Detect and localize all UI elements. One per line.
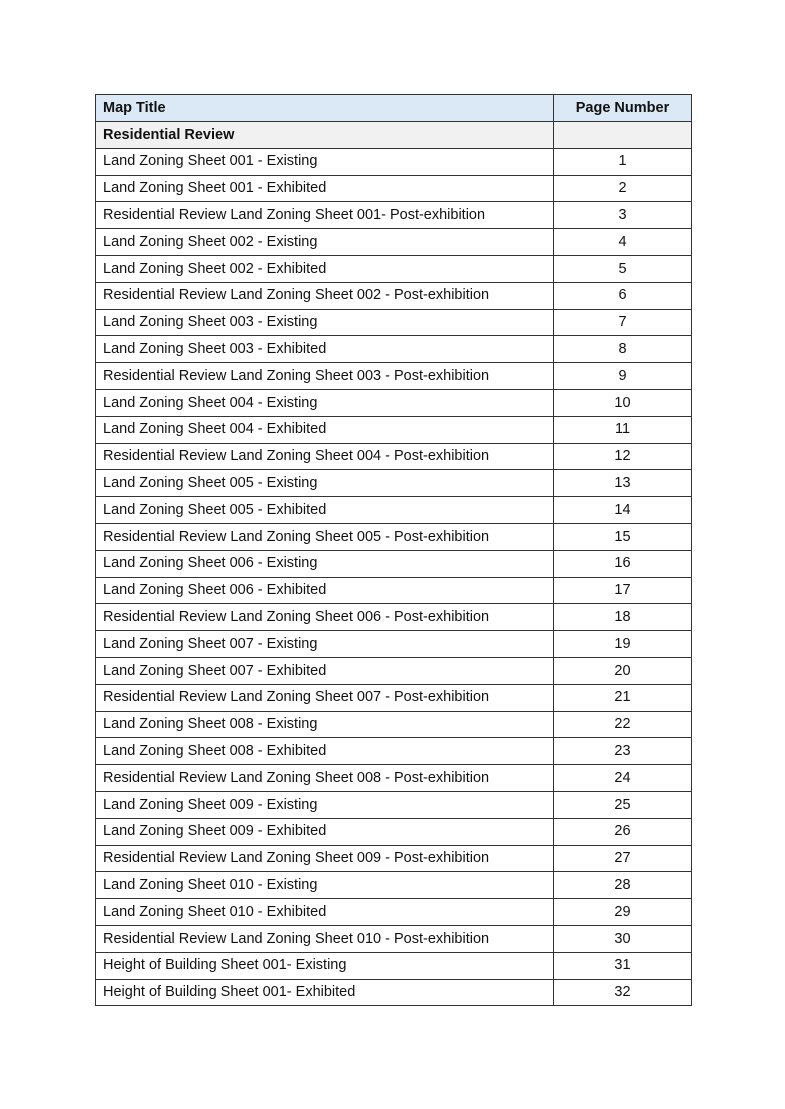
table-body (96, 122, 692, 1006)
table-row (96, 925, 692, 952)
page-number-cell: 16 (554, 550, 692, 577)
map-title-cell: Land Zoning Sheet 010 - Existing (96, 872, 554, 899)
map-title-cell: Land Zoning Sheet 005 - Existing (96, 470, 554, 497)
page-number-cell: 3 (554, 202, 692, 229)
page-number-cell: 1 (554, 148, 692, 175)
page-number-cell: 27 (554, 845, 692, 872)
table-row (96, 872, 692, 899)
table-row (96, 497, 692, 524)
table-row (96, 175, 692, 202)
table-row (96, 282, 692, 309)
map-title-cell: Residential Review Land Zoning Sheet 010 - Post-exhibition (96, 925, 554, 952)
table-row (96, 657, 692, 684)
table-row (96, 604, 692, 631)
map-title-cell: Residential Review Land Zoning Sheet 007 - Post-exhibition (96, 684, 554, 711)
map-title-cell: Land Zoning Sheet 009 - Exhibited (96, 818, 554, 845)
section-page (554, 122, 692, 149)
map-title-cell: Residential Review Land Zoning Sheet 004 - Post-exhibition (96, 443, 554, 470)
map-title-cell: Land Zoning Sheet 007 - Exhibited (96, 657, 554, 684)
table-row (96, 899, 692, 926)
page-number-cell: 12 (554, 443, 692, 470)
page-number-cell: 7 (554, 309, 692, 336)
map-title-cell: Land Zoning Sheet 003 - Existing (96, 309, 554, 336)
map-title-cell: Land Zoning Sheet 009 - Existing (96, 791, 554, 818)
table-row (96, 255, 692, 282)
map-title-cell: Land Zoning Sheet 007 - Existing (96, 631, 554, 658)
map-title-cell: Land Zoning Sheet 001 - Exhibited (96, 175, 554, 202)
table-row (96, 684, 692, 711)
table-row (96, 148, 692, 175)
table-row (96, 416, 692, 443)
page-number-cell: 31 (554, 952, 692, 979)
page-number-cell: 30 (554, 925, 692, 952)
table-row (96, 979, 692, 1006)
map-title-cell: Residential Review Land Zoning Sheet 003 - Post-exhibition (96, 363, 554, 390)
map-title-cell: Land Zoning Sheet 001 - Existing (96, 148, 554, 175)
map-title-cell: Land Zoning Sheet 006 - Existing (96, 550, 554, 577)
table-row (96, 738, 692, 765)
map-title-cell: Land Zoning Sheet 008 - Existing (96, 711, 554, 738)
map-title-cell: Land Zoning Sheet 008 - Exhibited (96, 738, 554, 765)
map-title-cell: Height of Building Sheet 001- Exhibited (96, 979, 554, 1006)
map-title-cell: Land Zoning Sheet 002 - Exhibited (96, 255, 554, 282)
map-title-cell: Residential Review Land Zoning Sheet 009 - Post-exhibition (96, 845, 554, 872)
page-number-cell: 11 (554, 416, 692, 443)
page-number-cell: 5 (554, 255, 692, 282)
section-title: Residential Review (96, 122, 554, 149)
map-title-cell: Land Zoning Sheet 002 - Existing (96, 229, 554, 256)
table-row (96, 952, 692, 979)
map-title-cell: Land Zoning Sheet 010 - Exhibited (96, 899, 554, 926)
page-number-cell: 14 (554, 497, 692, 524)
page-number-cell: 9 (554, 363, 692, 390)
map-title-cell: Land Zoning Sheet 006 - Exhibited (96, 577, 554, 604)
page-number-cell: 13 (554, 470, 692, 497)
page-number-cell: 10 (554, 389, 692, 416)
map-title-cell: Residential Review Land Zoning Sheet 002 - Post-exhibition (96, 282, 554, 309)
table-row (96, 309, 692, 336)
page-number-cell: 26 (554, 818, 692, 845)
map-title-cell: Land Zoning Sheet 004 - Existing (96, 389, 554, 416)
table-row (96, 818, 692, 845)
table-row (96, 443, 692, 470)
page-number-cell: 28 (554, 872, 692, 899)
table-row (96, 523, 692, 550)
table-row (96, 631, 692, 658)
page-number-cell: 19 (554, 631, 692, 658)
page-number-header: Page Number (554, 95, 692, 122)
map-title-cell: Residential Review Land Zoning Sheet 006 - Post-exhibition (96, 604, 554, 631)
table-row (96, 389, 692, 416)
map-title-cell: Residential Review Land Zoning Sheet 008 - Post-exhibition (96, 765, 554, 792)
table-row (96, 765, 692, 792)
map-title-cell: Land Zoning Sheet 003 - Exhibited (96, 336, 554, 363)
section-row (96, 122, 692, 149)
page-number-cell: 4 (554, 229, 692, 256)
table-row (96, 470, 692, 497)
page-number-cell: 2 (554, 175, 692, 202)
table-row (96, 845, 692, 872)
map-title-cell: Height of Building Sheet 001- Existing (96, 952, 554, 979)
map-title-cell: Residential Review Land Zoning Sheet 001- Post-exhibition (96, 202, 554, 229)
table-row (96, 202, 692, 229)
map-title-cell: Residential Review Land Zoning Sheet 005 - Post-exhibition (96, 523, 554, 550)
page-number-cell: 21 (554, 684, 692, 711)
table-row (96, 550, 692, 577)
page-number-cell: 23 (554, 738, 692, 765)
table-row (96, 336, 692, 363)
map-title-cell: Land Zoning Sheet 004 - Exhibited (96, 416, 554, 443)
page-number-cell: 8 (554, 336, 692, 363)
page-number-cell: 6 (554, 282, 692, 309)
page-number-cell: 25 (554, 791, 692, 818)
table-row (96, 363, 692, 390)
page-number-cell: 17 (554, 577, 692, 604)
page-number-cell: 29 (554, 899, 692, 926)
map-index-table (95, 94, 692, 1006)
map-title-header: Map Title (96, 95, 554, 122)
page-number-cell: 32 (554, 979, 692, 1006)
table-row (96, 229, 692, 256)
page-number-cell: 18 (554, 604, 692, 631)
page-number-cell: 22 (554, 711, 692, 738)
page-number-cell: 20 (554, 657, 692, 684)
table-row (96, 577, 692, 604)
table-row (96, 711, 692, 738)
map-title-cell: Land Zoning Sheet 005 - Exhibited (96, 497, 554, 524)
table-row (96, 791, 692, 818)
table-header-row (96, 95, 692, 122)
page-number-cell: 24 (554, 765, 692, 792)
page-number-cell: 15 (554, 523, 692, 550)
